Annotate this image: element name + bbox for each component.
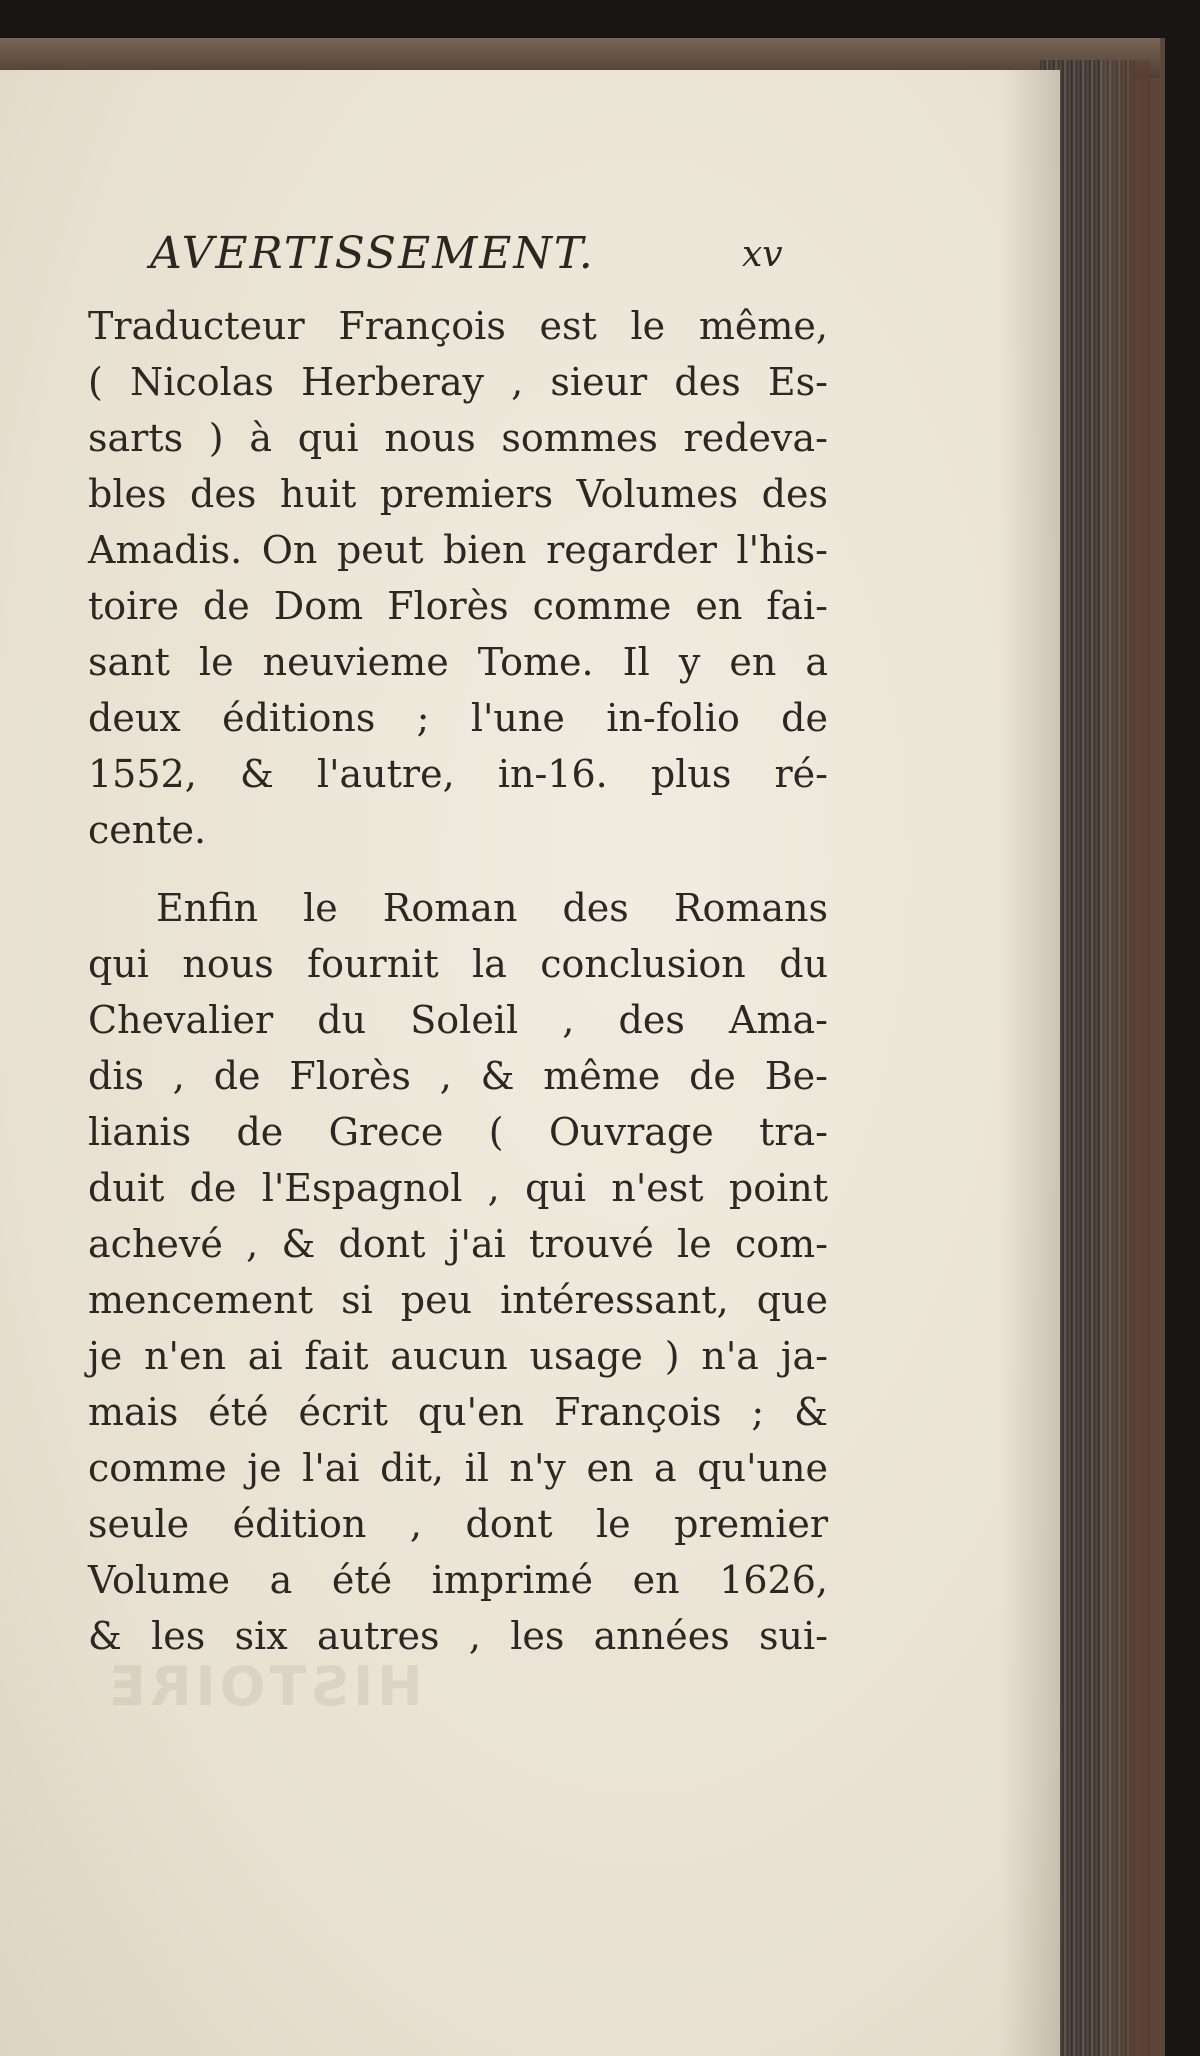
text-line: je n'en ai fait aucun usage ) n'a ja- [88, 1334, 828, 1378]
text-line: mais été écrit qu'en François ; & [88, 1390, 828, 1434]
text-line: Chevalier du Soleil , des Ama- [88, 998, 828, 1042]
page-header [150, 228, 820, 298]
text-line: sant le neuvieme Tome. Il y en a [88, 640, 828, 684]
text-line: Enfin le Roman des Romans [156, 886, 828, 930]
text-line: sarts ) à qui nous sommes redeva- [88, 416, 828, 460]
text-line: duit de l'Espagnol , qui n'est point [88, 1166, 828, 1210]
body-text [88, 298, 828, 1664]
text-line: 1552, & l'autre, in-16. plus ré- [88, 752, 828, 796]
show-through-text: HISTOIRE [105, 1655, 423, 1718]
text-line: & les six autres , les années sui- [88, 1614, 828, 1658]
text-line: seule édition , dont le premier [88, 1502, 828, 1546]
text-line: qui nous fournit la conclusion du [88, 942, 828, 986]
text-line: bles des huit premiers Volumes des [88, 472, 828, 516]
page-gutter-shade [1000, 70, 1060, 2056]
text-line: Traducteur François est le même, [88, 304, 828, 348]
text-line: ( Nicolas Herberay , sieur des Es- [88, 360, 828, 404]
text-line: deux éditions ; l'une in-folio de [88, 696, 828, 740]
text-line: dis , de Florès , & même de Be- [88, 1054, 828, 1098]
text-line: toire de Dom Florès comme en fai- [88, 584, 828, 628]
text-line: Amadis. On peut bien regarder l'his- [88, 528, 828, 572]
text-line: achevé , & dont j'ai trouvé le com- [88, 1222, 828, 1266]
text-line: Volume a été imprimé en 1626, [88, 1558, 828, 1602]
text-line: comme je l'ai dit, il n'y en a qu'une [88, 1446, 828, 1490]
page-number: xv [742, 234, 783, 275]
text-line: cente. [88, 808, 207, 852]
text-line: mencement si peu intéressant, que [88, 1278, 828, 1322]
running-title: AVERTISSEMENT. [150, 228, 595, 279]
page-edges-shade [1100, 60, 1150, 2056]
text-line: lianis de Grece ( Ouvrage tra- [88, 1110, 828, 1154]
